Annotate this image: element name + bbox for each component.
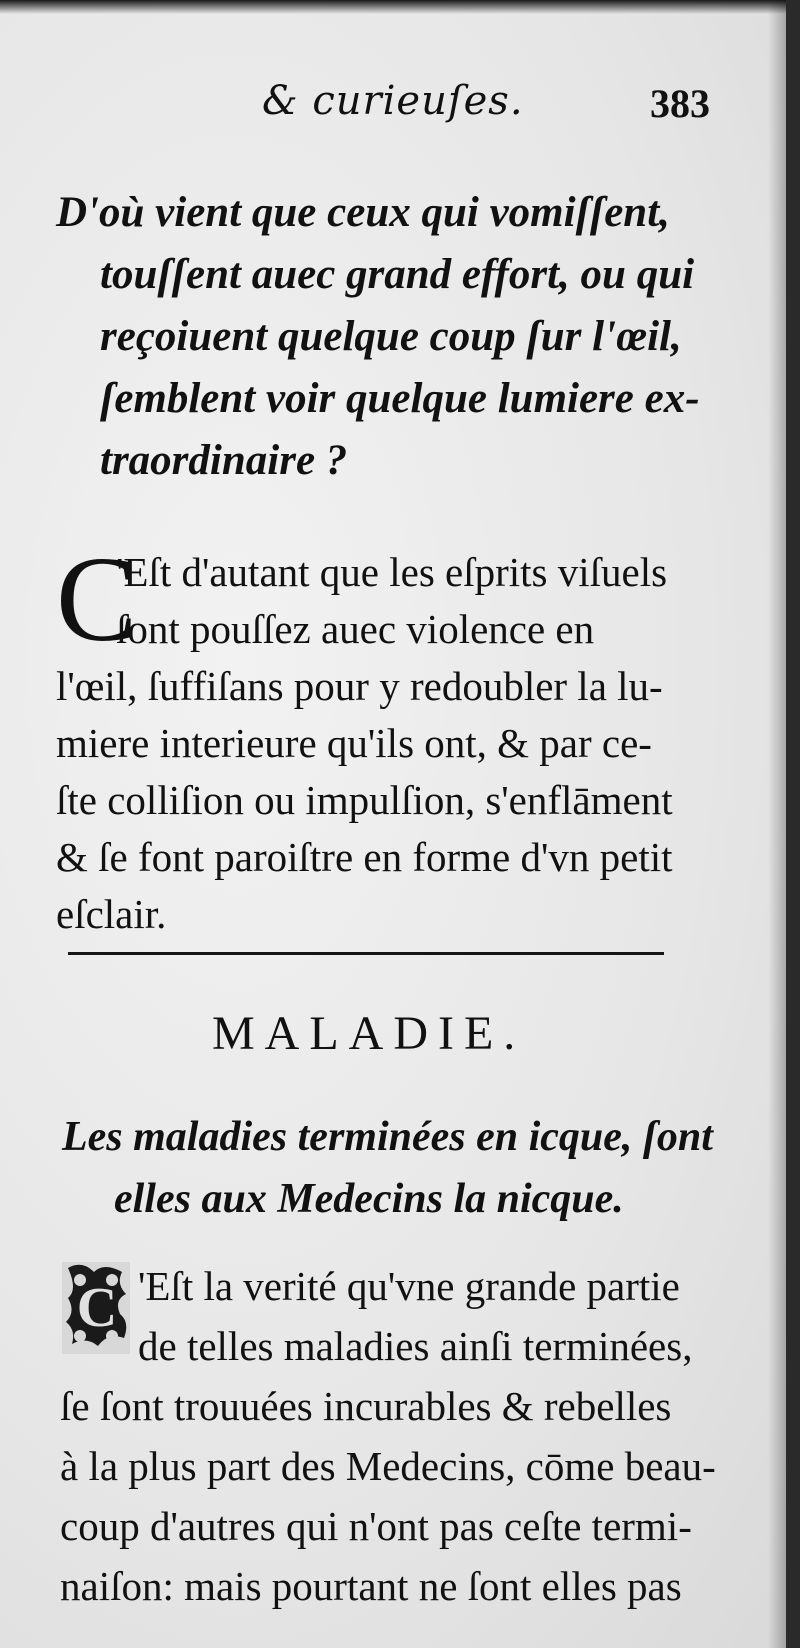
answer-2-line: de telles maladies ainſi terminées, bbox=[138, 1323, 693, 1369]
answer-1 bbox=[56, 532, 736, 943]
answer-2-line: à la plus part des Medecins, cōme beau- bbox=[60, 1443, 716, 1489]
section-question bbox=[62, 1106, 752, 1230]
section-question-line: elles aux Medecins la nicque. bbox=[114, 1176, 624, 1222]
answer-1-line: & ſe font paroiſtre en forme d'vn petit bbox=[56, 834, 673, 880]
answer-1-line: ſte colliſion ou impulſion, s'enflāment bbox=[56, 777, 673, 823]
answer-2-line: coup d'autres qui n'ont pas ceſte termi- bbox=[60, 1503, 692, 1549]
answer-2-line: ſe ſont trouuées incurables & rebelles bbox=[60, 1383, 672, 1429]
answer-2 bbox=[60, 1256, 750, 1616]
section-divider bbox=[68, 952, 664, 955]
section-question-line: Les maladies terminées en icque, ſont bbox=[62, 1114, 713, 1160]
answer-1-line: 'Eſt d'autant que les eſprits viſuels bbox=[116, 549, 668, 595]
section-heading: MALADIE. bbox=[212, 1007, 526, 1060]
answer-1-line: miere interieure qu'ils ont, & par ce- bbox=[56, 720, 652, 766]
drop-cap: C bbox=[56, 532, 138, 667]
answer-1-line: l'œil, ſuffiſans pour y redoubler la lu- bbox=[56, 663, 663, 709]
question-1 bbox=[56, 182, 746, 492]
answer-1-line: eſclair. bbox=[56, 891, 167, 937]
answer-2-line: 'Eſt la verité qu'vne grande partie bbox=[138, 1263, 680, 1309]
question-1-line: traordinaire ? bbox=[100, 437, 348, 484]
running-head bbox=[0, 78, 786, 138]
question-1-line: D'où vient que ceux qui vomiſſent, bbox=[56, 189, 670, 236]
page-number: 383 bbox=[650, 81, 710, 126]
answer-1-line: ſont pouſſez auec violence en bbox=[116, 606, 595, 652]
running-title: & curieuſes. bbox=[262, 78, 524, 124]
question-1-line: touſſent auec grand effort, ou qui bbox=[100, 251, 695, 298]
answer-2-line: naiſon: mais pourtant ne ſont elles pas bbox=[60, 1563, 682, 1609]
ornate-cap-letter: C bbox=[76, 1277, 118, 1339]
question-1-line: ſemblent voir quelque lumiere ex- bbox=[100, 375, 700, 422]
question-1-line: reçoiuent quelque coup ſur l'œil, bbox=[100, 313, 682, 360]
